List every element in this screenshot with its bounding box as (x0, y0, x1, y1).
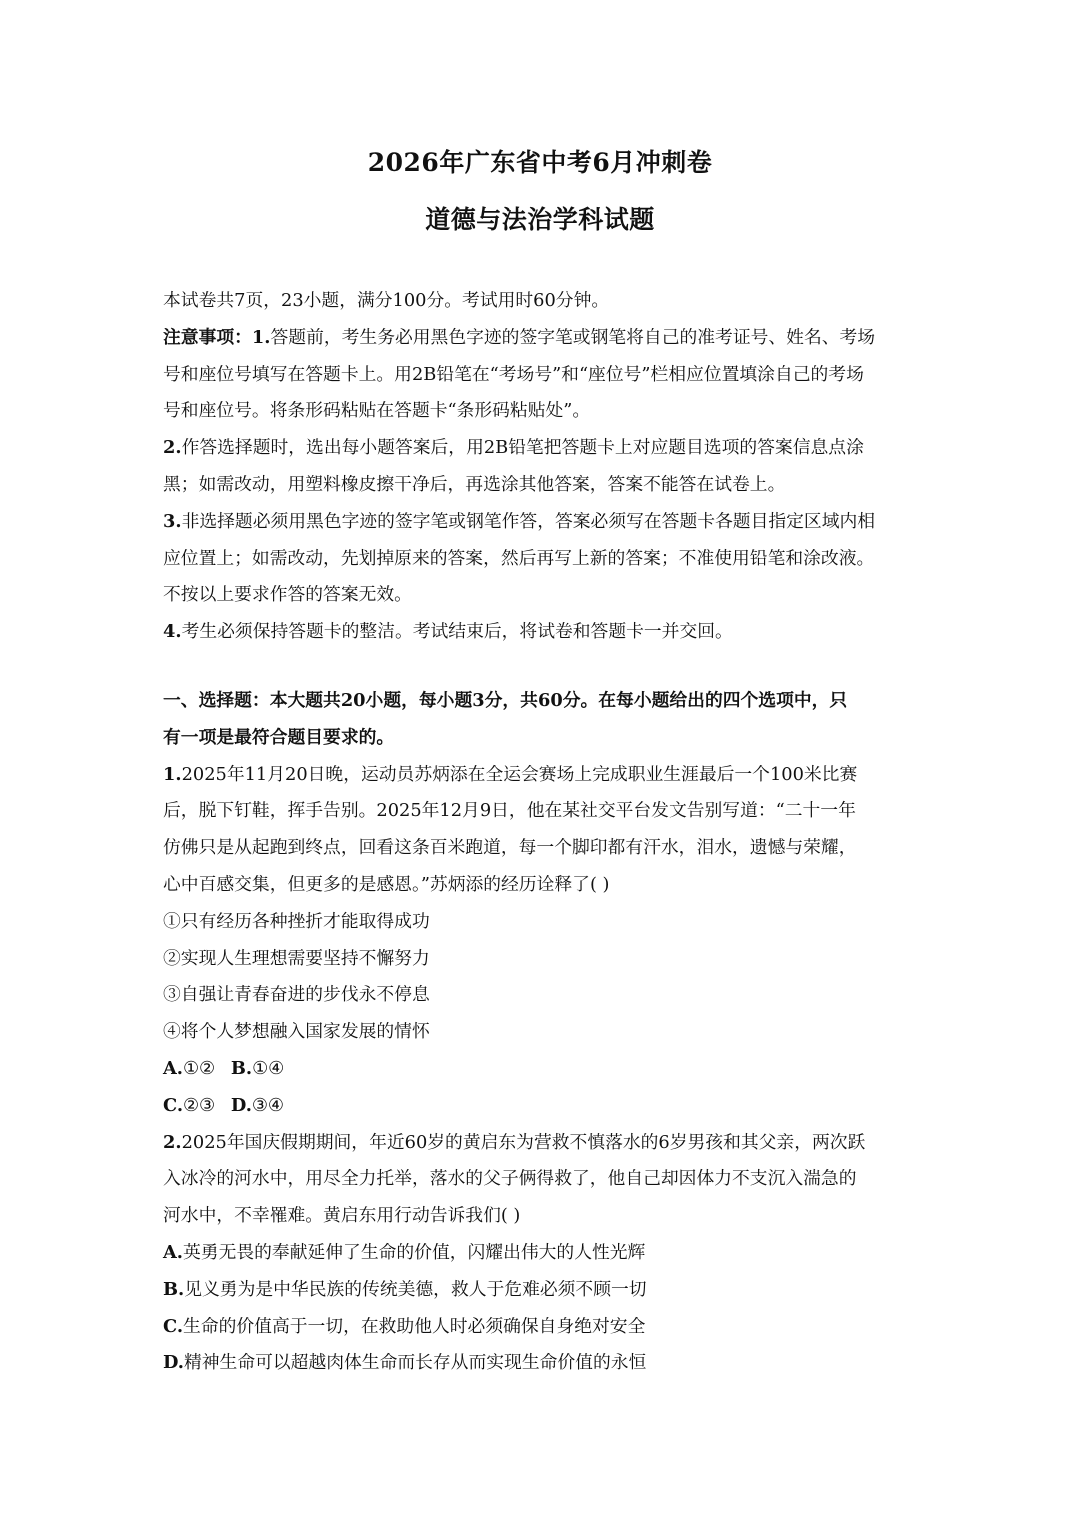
question-1-line-2: 后，脱下钉鞋，挥手告别。2025年12月9日，他在某社交平台发文告别写道：“二十一年 (163, 800, 856, 822)
option-label: A. (163, 1057, 183, 1079)
question-1-option-b (231, 1051, 284, 1088)
question-1-text: 2025年11月20日晚，运动员苏炳添在全运会赛场上完成职业生涯最后一个100米比赛 (181, 763, 858, 785)
option-text: 英勇无畏的奉献延伸了生命的价值，闪耀出伟大的人性光辉 (183, 1241, 646, 1263)
option-text: 生命的价值高于一切，在救助他人时必须确保自身绝对安全 (183, 1315, 646, 1337)
exam-title: 2026年广东省中考6月冲刺卷 (367, 148, 713, 177)
question-2-line-1 (163, 1125, 923, 1162)
question-2-option-a (163, 1235, 923, 1272)
question-1-options-row-2 (163, 1088, 923, 1125)
question-2-line-2: 入冰冷的河水中，用尽全力托举，落水的父子俩得救了，他自己却因体力不支沉入湍急的 (163, 1168, 857, 1190)
question-2-option-c (163, 1309, 923, 1346)
question-1-option-d (231, 1088, 284, 1125)
question-2-option-d (163, 1345, 923, 1382)
note-1-text: 答题前，考生务必用黑色字迹的签字笔或钢笔将自己的准考证号、姓名、考场 (270, 326, 876, 348)
note-3-line-2: 应位置上；如需改动，先划掉原来的答案，然后再写上新的答案；不准使用铅笔和涂改液。 (163, 547, 875, 569)
option-text: ①④ (252, 1057, 285, 1079)
option-label: C. (163, 1094, 184, 1116)
option-label: B. (230, 1057, 253, 1079)
question-1-line-3: 仿佛只是从起跑到终点，回看这条百米跑道，每一个脚印都有汗水，泪水，遗憾与荣耀， (163, 837, 857, 859)
note-3-text: 非选择题必须用黑色字迹的签字笔或钢笔作答，答案必须写在答题卡各题目指定区域内相 (181, 510, 876, 532)
note-1-number: 1. (251, 326, 271, 348)
question-1-statement-4: ④将个人梦想融入国家发展的情怀 (163, 1021, 430, 1043)
question-1-statement-3: ③自强让青春奋进的步伐永不停息 (163, 984, 430, 1006)
question-2-line-3: 河水中，不幸罹难。黄启东用行动告诉我们( ) (163, 1205, 521, 1227)
note-2-text: 作答选择题时，选出每小题答案后，用2B铅笔把答题卡上对应题目选项的答案信息点涂 (181, 437, 864, 459)
question-1-statement-1: ①只有经历各种挫折才能取得成功 (163, 910, 430, 932)
question-1-line-1 (163, 757, 923, 794)
exam-intro: 本试卷共7页，23小题，满分100分。考试用时60分钟。 (163, 290, 610, 311)
question-1-option-a (163, 1051, 215, 1088)
option-text: ③④ (251, 1094, 284, 1116)
exam-subtitle: 道德与法治学科试题 (425, 205, 655, 234)
option-label: C. (163, 1315, 184, 1337)
note-1-line-1 (163, 320, 923, 357)
option-text: ②③ (183, 1094, 215, 1116)
question-2-text: 2025年国庆假期期间，年近60岁的黄启东为营救不慎落水的6岁男孩和其父亲，两次跃 (181, 1131, 866, 1153)
question-1-options-row-1 (163, 1051, 923, 1088)
note-3-number: 3. (163, 510, 182, 532)
note-1-line-3: 号和座位号。将条形码粘贴在答题卡“条形码粘贴处”。 (163, 400, 591, 422)
question-1-number: 1. (163, 763, 182, 785)
question-1-statement-2: ②实现人生理想需要坚持不懈努力 (163, 947, 430, 969)
option-label: A. (163, 1241, 183, 1263)
note-3-line-1 (163, 504, 923, 541)
section-gap (163, 651, 923, 683)
note-4-number: 4. (163, 621, 182, 643)
question-2-number: 2. (163, 1131, 182, 1153)
note-2-line-2: 黑；如需改动，用塑料橡皮擦干净后，再选涂其他答案，答案不能答在试卷上。 (163, 473, 786, 495)
note-4-line-1 (163, 614, 923, 651)
question-1-option-c (163, 1088, 215, 1125)
question-1-line-4: 心中百感交集，但更多的是感恩。”苏炳添的经历诠释了( ) (163, 873, 610, 895)
note-2-line-1 (163, 430, 923, 467)
option-text: ①② (183, 1057, 215, 1079)
exam-body (163, 283, 923, 1382)
question-2-option-b (163, 1272, 923, 1309)
option-label: D. (230, 1094, 252, 1116)
option-text: 精神生命可以超越肉体生命而长存从而实现生命价值的永恒 (183, 1352, 647, 1374)
section-1-heading-line-1: 一、选择题：本大题共20小题，每小题3分，共60分。在每小题给出的四个选项中，只 (163, 689, 848, 711)
note-2-number: 2. (163, 437, 182, 459)
note-3-line-3: 不按以上要求作答的答案无效。 (163, 584, 412, 606)
notes-label: 注意事项： (163, 326, 252, 348)
section-1-heading-line-2: 有一项是最符合题目要求的。 (163, 726, 395, 748)
option-label: B. (163, 1278, 185, 1300)
note-4-text: 考生必须保持答题卡的整洁。考试结束后，将试卷和答题卡一并交回。 (181, 621, 733, 643)
option-text: 见义勇为是中华民族的传统美德，救人于危难必须不顾一切 (184, 1278, 647, 1300)
option-label: D. (163, 1352, 184, 1374)
note-1-line-2: 号和座位号填写在答题卡上。用2B铅笔在“考场号”和“座位号”栏相应位置填涂自己的考场 (163, 363, 864, 385)
